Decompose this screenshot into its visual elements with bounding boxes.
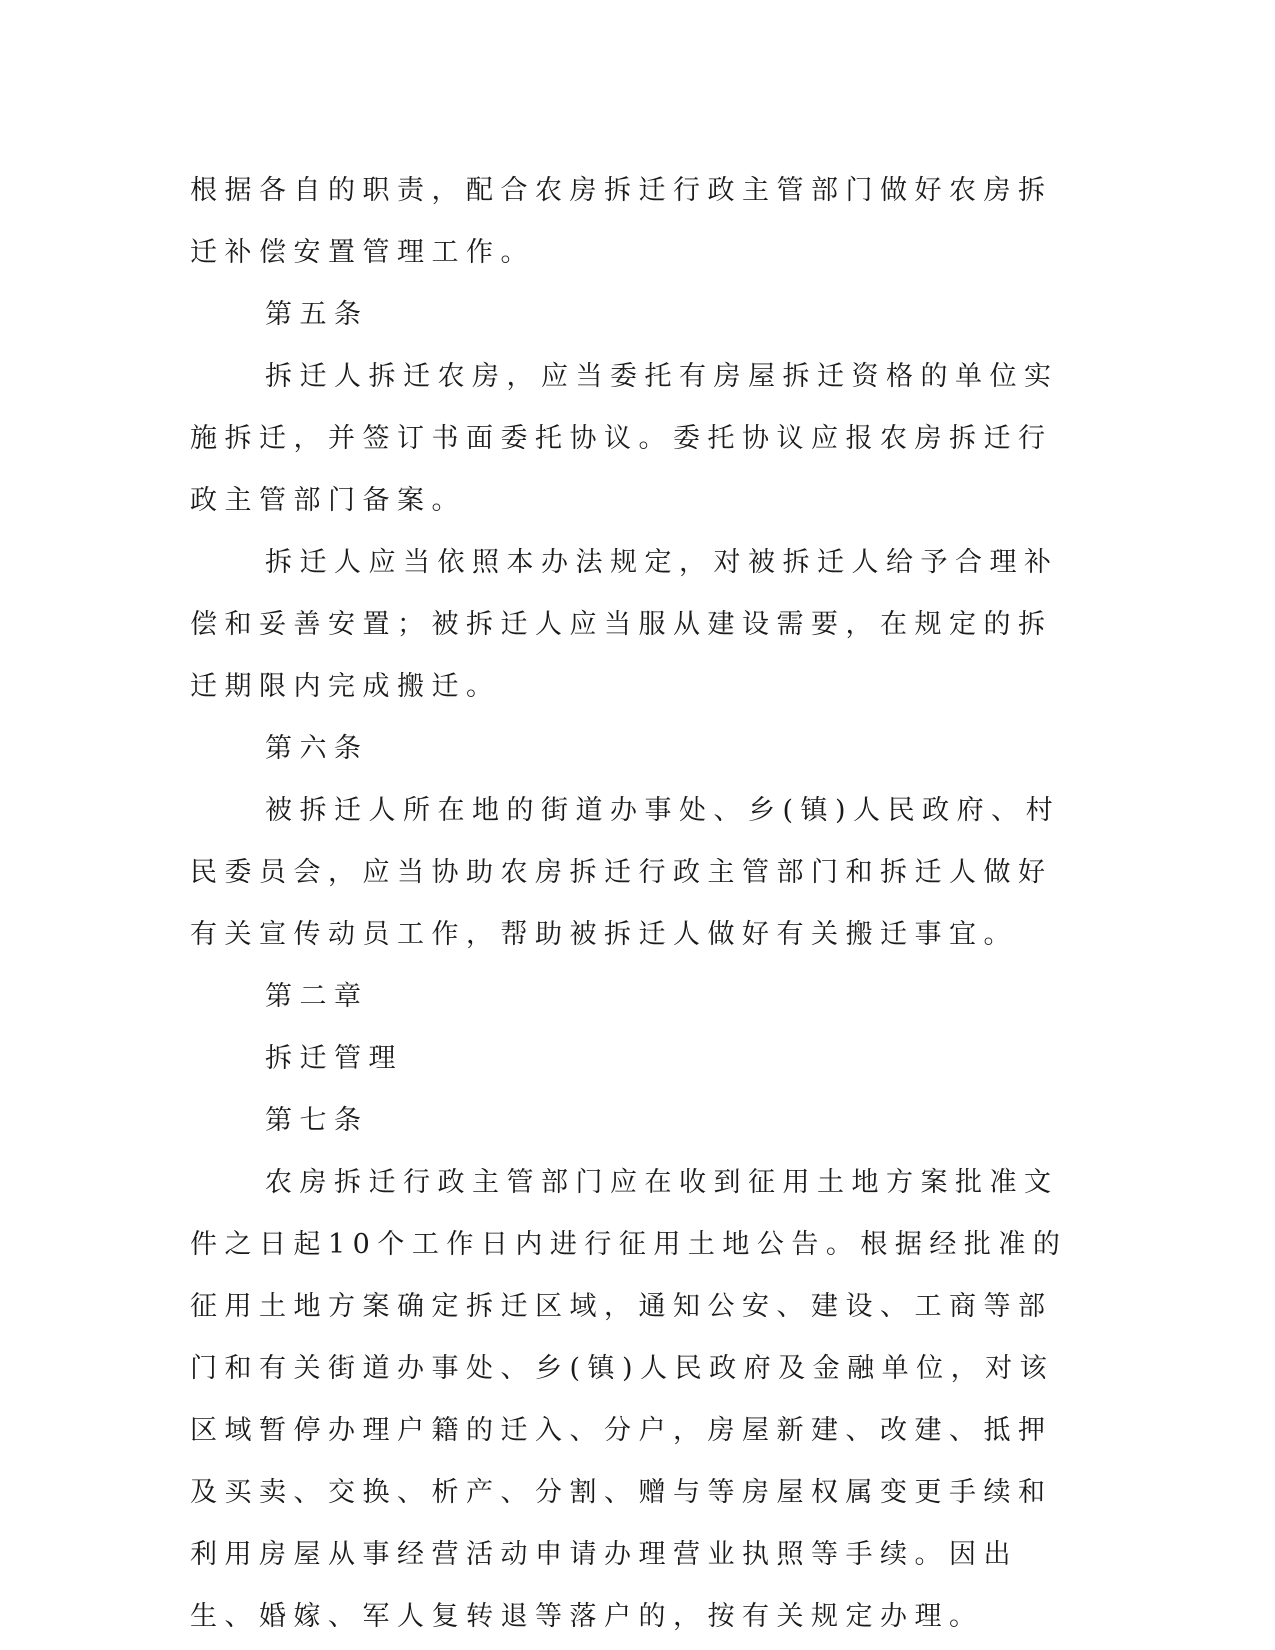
chapter-heading: 第二章: [265, 981, 369, 1012]
article-heading-5: 第五条: [265, 299, 369, 330]
paragraph: 拆迁人拆迁农房，应当委托有房屋拆迁资格的单位实施拆迁，并签订书面委托协议。委托协议应报农房拆迁行政主管部门备案。: [190, 361, 1059, 516]
paragraph: 被拆迁人所在地的街道办事处、乡(镇)人民政府、村民委员会，应当协助农房拆迁行政主管部门和拆迁人做好有关宣传动员工作，帮助被拆迁人做好有关搬迁事宜。: [190, 795, 1061, 950]
article-heading-7: 第七条: [265, 1105, 369, 1136]
article-heading-6: 第六条: [265, 733, 369, 764]
document-body: [190, 160, 1085, 1648]
paragraph-continuation: 根据各自的职责，配合农房拆迁行政主管部门做好农房拆迁补偿安置管理工作。: [190, 175, 1053, 268]
paragraph: 拆迁人应当依照本办法规定，对被拆迁人给予合理补偿和妥善安置；被拆迁人应当服从建设需要，在规定的拆迁期限内完成搬迁。: [190, 547, 1059, 702]
paragraph: 农房拆迁行政主管部门应在收到征用土地方案批准文件之日起10个工作日内进行征用土地公告。根据经批准的征用土地方案确定拆迁区域，通知公安、建设、工商等部门和有关街道办事处、乡(镇)人民政府及金融单位，对该区域暂停办理户籍的迁入、分户，房屋新建、改建、抵押及买卖、交换、析产、分割、赠与等房屋权属变更手续和利用房屋从事经营活动申请办理营业执照等手续。因出生、婚嫁、军人复转退等落户的，按有关规定办理。: [190, 1167, 1068, 1632]
chapter-title: 拆迁管理: [265, 1043, 403, 1074]
